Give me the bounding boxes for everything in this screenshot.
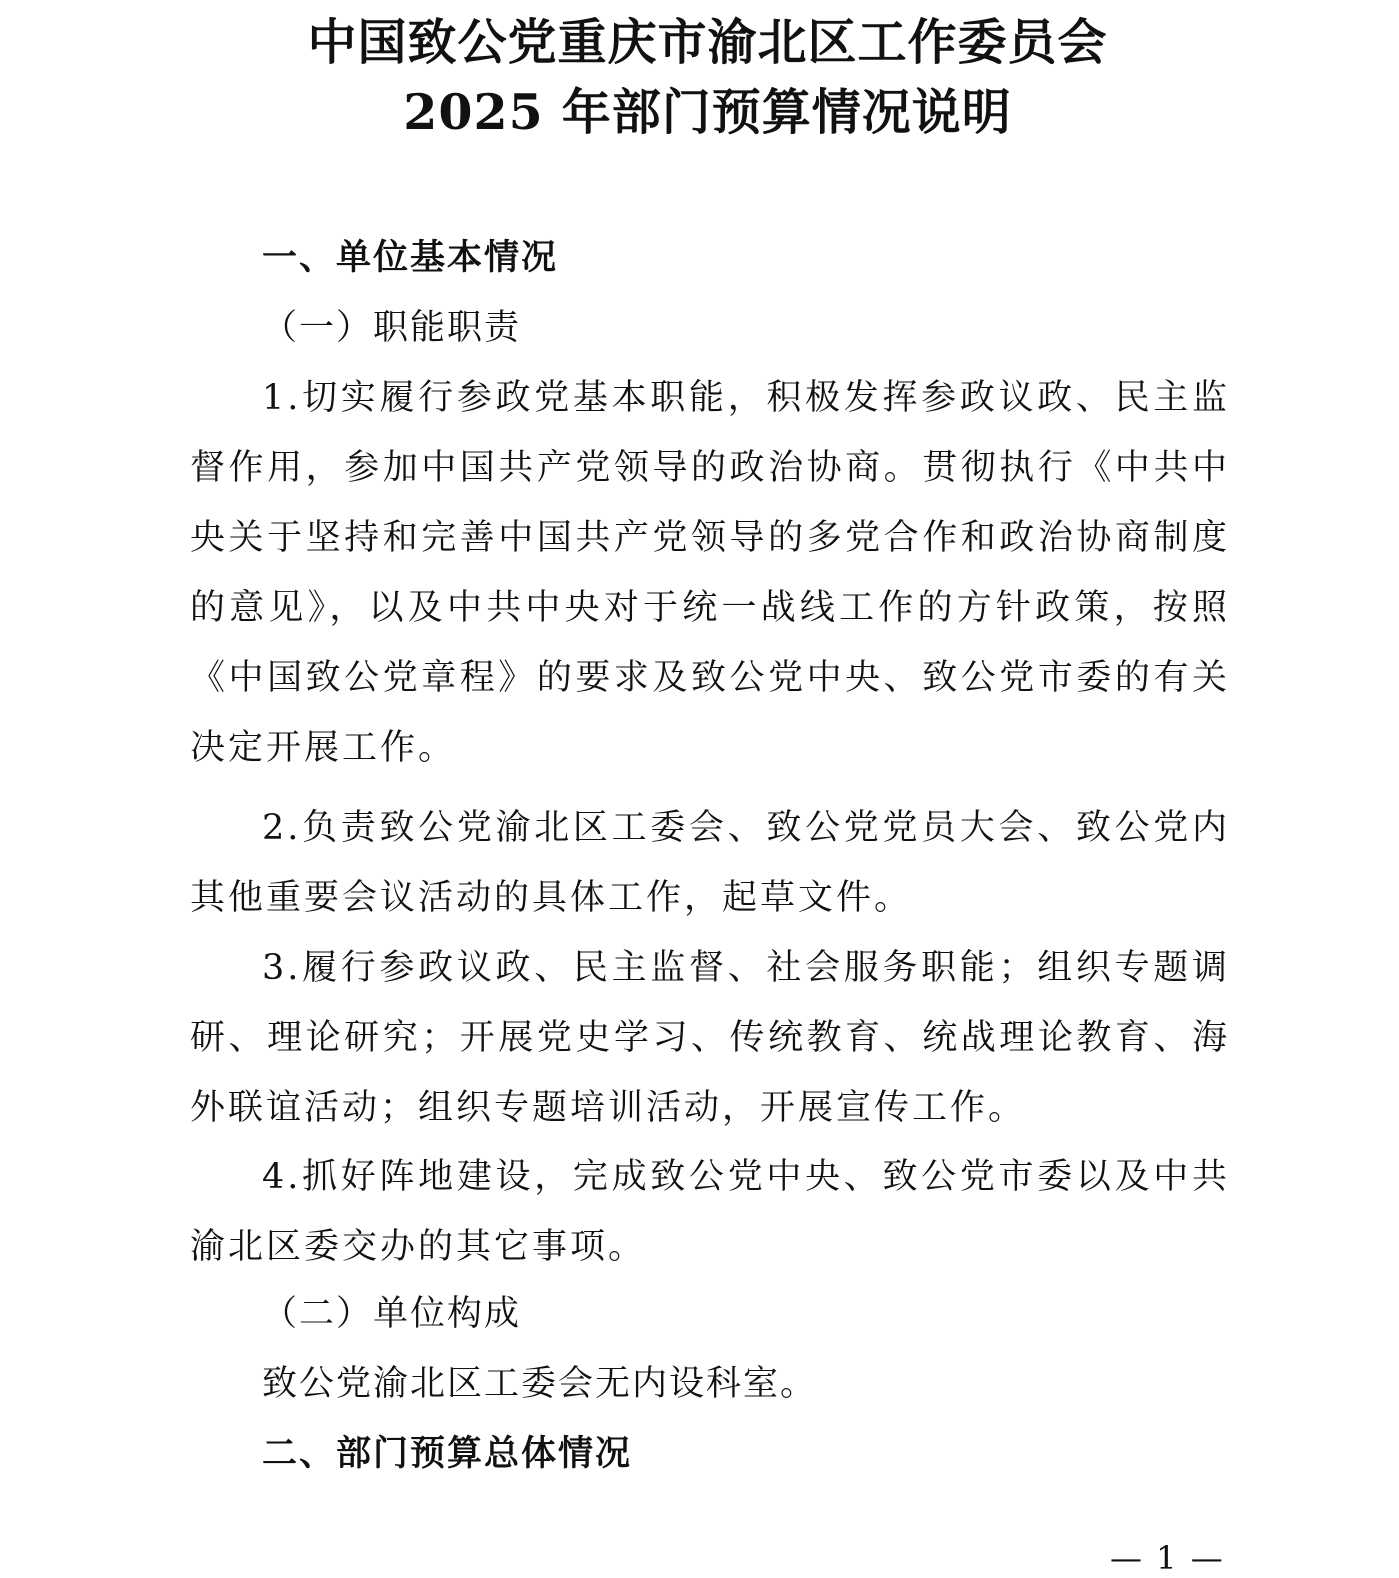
page-number: — 1 — xyxy=(1110,1539,1225,1577)
function-item-4: 4.抓好阵地建设，完成致公党中央、致公党市委以及中共渝北区委交办的其它事项。 xyxy=(190,1157,1230,1267)
document-title-line-1: 中国致公党重庆市渝北区工作委员会 xyxy=(307,13,1108,71)
function-item-3: 3.履行参政议政、民主监督、社会服务职能；组织专题调研、理论研究；开展党史学习、传统教育、统战理论教育、海外联谊活动；组织专题培训活动，开展宣传工作。 xyxy=(190,948,1230,1128)
section-heading-budget-overview: 二、部门预算总体情况 xyxy=(262,1433,633,1474)
function-item-1: 1.切实履行参政党基本职能，积极发挥参政议政、民主监督作用，参加中国共产党领导的政治协商。贯彻执行《中共中央关于坚持和完善中国共产党领导的多党合作和政治协商制度的意见》，以及中共中央对于统一战线工作的方针政策，按照《中国致公党章程》的要求及致公党中央、致公党市委的有关决定开展工作。 xyxy=(190,378,1230,768)
subsection-heading-unit-structure: （二）单位构成 xyxy=(262,1294,522,1334)
section-heading-unit-basic-info: 一、单位基本情况 xyxy=(262,237,559,278)
document-title-line-2: 2025 年部门预算情况说明 xyxy=(403,83,1012,141)
function-item-2: 2.负责致公党渝北区工委会、致公党党员大会、致公党内其他重要会议活动的具体工作，起草文件。 xyxy=(190,808,1230,918)
subsection-heading-functions: （一）职能职责 xyxy=(262,308,522,348)
unit-structure-text: 致公党渝北区工委会无内设科室。 xyxy=(262,1364,818,1404)
